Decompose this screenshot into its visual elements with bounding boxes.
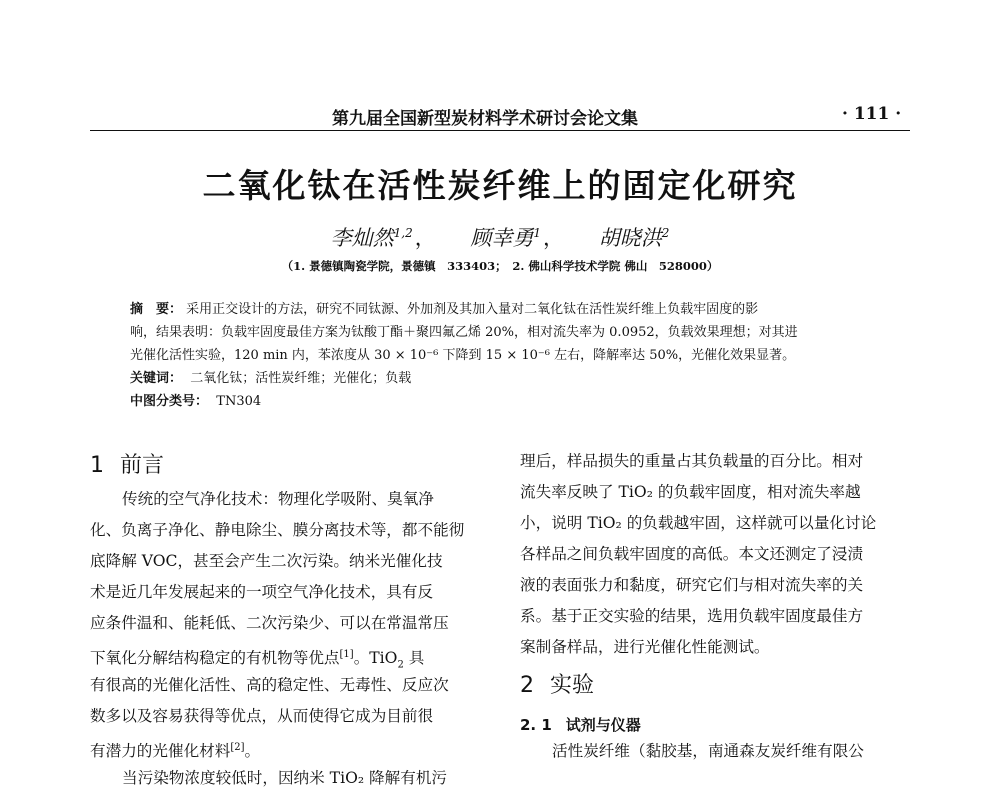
paper-title: 二氧化钛在活性炭纤维上的固定化研究 bbox=[202, 166, 798, 205]
citation-ref: [2] bbox=[230, 742, 245, 753]
journal-name: 第九届全国新型炭材料学术研讨会论文集 bbox=[332, 109, 638, 129]
paragraph-line: 底降解 VOC，甚至会产生二次污染。纳米光催化技 bbox=[90, 552, 443, 570]
author-list bbox=[0, 222, 1000, 252]
section-heading-2-1: 2. 1 试剂与仪器 bbox=[520, 716, 641, 734]
paragraph-line: 化、负离子净化、静电除尘、膜分离技术等，都不能彻 bbox=[90, 521, 465, 539]
abstract-block bbox=[130, 298, 890, 413]
keywords: 二氧化钛；活性炭纤维；光催化；负载 bbox=[190, 371, 412, 386]
paragraph-line: 液的表面张力和黏度，研究它们与相对流失率的关 bbox=[520, 576, 864, 594]
paragraph-line: 小，说明 TiO₂ 的负载越牢固，这样就可以量化讨论 bbox=[520, 514, 877, 532]
abstract-line: 摘 要： 采用正交设计的方法，研究不同钛源、外加剂及其加入量对二氧化钛在活性炭纤维上负载牢固度的影 bbox=[130, 302, 759, 317]
clc-line bbox=[130, 390, 890, 413]
affiliation: （1. 景德镇陶瓷学院，景德镇 333403； 2. 佛山科学技术学院 佛山 528000） bbox=[281, 259, 719, 273]
page-number: · 111 · bbox=[842, 104, 902, 124]
paragraph-line: 流失率反映了 TiO₂ 的负载牢固度，相对流失率越 bbox=[520, 483, 861, 501]
section-heading-1: 1 前言 bbox=[90, 453, 165, 478]
paragraph-line: 活性炭纤维（黏胶基，南通森友炭纤维有限公 bbox=[552, 742, 864, 760]
clc-label: 中图分类号： bbox=[130, 394, 209, 409]
paragraph-line: 数多以及容易获得等优点，从而使得它成为目前很 bbox=[90, 707, 434, 725]
keywords-line bbox=[130, 367, 890, 390]
paragraph-line: 应条件温和、能耗低、二次污染少、可以在常温常压 bbox=[90, 614, 449, 632]
author-separator: ， bbox=[543, 226, 565, 250]
citation-ref: [1] bbox=[339, 649, 354, 660]
abstract-line: 光催化活性实验，120 min 内，苯浓度从 30 × 10⁻⁶ 下降到 15 × 10⁻⁶ 左右，降解率达 50%，光催化效果显著。 bbox=[130, 348, 796, 363]
right-column-continued bbox=[520, 736, 920, 767]
paragraph-line: 术是近几年发展起来的一项空气净化技术，具有反 bbox=[90, 583, 434, 601]
abstract-label: 摘 要： bbox=[130, 302, 183, 317]
paragraph-line: 传统的空气净化技术：物理化学吸附、臭氧净 bbox=[122, 490, 434, 508]
paragraph-line: 下氧化分解结构稳定的有机物等优点[1]。TiO$_2$ 具 bbox=[90, 649, 425, 671]
paragraph-line: 各样品之间负载牢固度的高低。本文还测定了浸渍 bbox=[520, 545, 864, 563]
header-rule bbox=[90, 130, 910, 131]
clc-number: TN304 bbox=[216, 394, 262, 409]
right-column bbox=[520, 446, 920, 663]
author-separator: ， bbox=[414, 226, 436, 250]
paragraph-line: 理后，样品损失的重量占其负载量的百分比。相对 bbox=[520, 452, 864, 470]
author-1: 李灿然$^{1,2}$ bbox=[330, 226, 413, 250]
paragraph-line: 当污染物浓度较低时，因纳米 TiO₂ 降解有机污 bbox=[122, 769, 448, 787]
paragraph-line: 有很高的光催化活性、高的稳定性、无毒性、反应次 bbox=[90, 676, 449, 694]
keywords-label: 关键词： bbox=[130, 371, 183, 386]
paragraph-line: 案制备样品，进行光催化性能测试。 bbox=[520, 638, 770, 656]
left-column bbox=[90, 484, 500, 794]
paragraph-line: 系。基于正交实验的结果，选用负载牢固度最佳方 bbox=[520, 607, 864, 625]
author-2: 顾幸勇$^1$ bbox=[470, 226, 542, 250]
abstract-line: 响，结果表明：负载牢固度最佳方案为钛酸丁酯＋聚四氟乙烯 20%，相对流失率为 0.0952，负载效果理想；对其进 bbox=[130, 325, 798, 340]
paragraph-line: 有潜力的光催化材料[2]。 bbox=[90, 742, 261, 761]
section-heading-2: 2 实验 bbox=[520, 673, 595, 698]
author-3: 胡晓洪$^2$ bbox=[598, 226, 670, 250]
